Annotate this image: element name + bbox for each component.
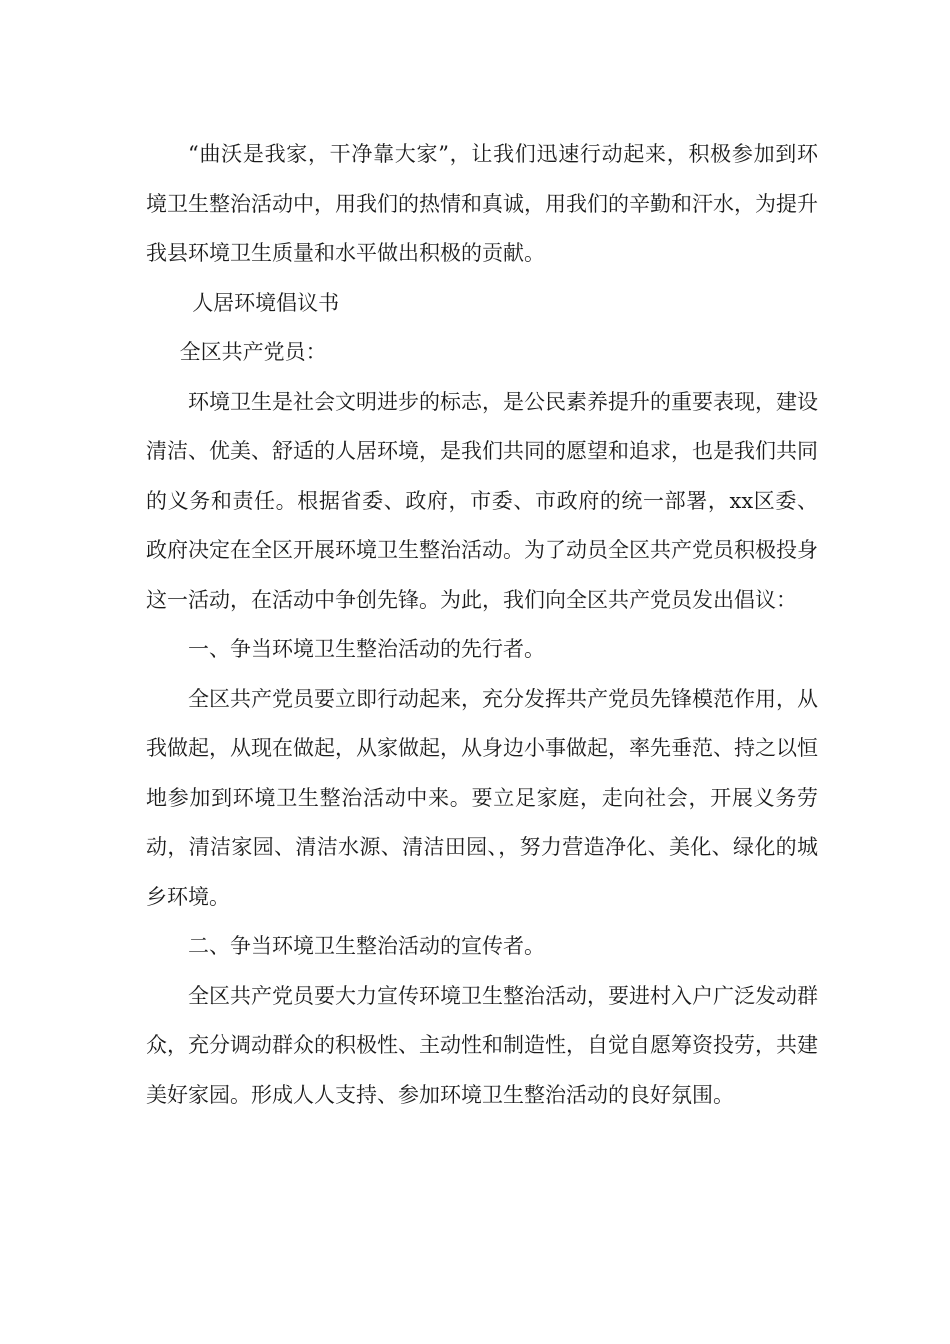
document-title: 人居环境倡议书 xyxy=(192,290,340,315)
paragraph-closing-appeal: “曲沃是我家，干净靠大家”，让我们迅速行动起来，积极参加到环境卫生整治活动中，用我们的热情和真诚，用我们的辛勤和汗水，为提升我县环境卫生质量和水平做出积极的贡献。 xyxy=(146,142,818,265)
document-body xyxy=(146,130,818,1120)
paragraph-section-1: 全区共产党员要立即行动起来，充分发挥共产党员先锋模范作用，从我做起，从现在做起，从家做起，从身边小事做起，率先垂范、持之以恒地参加到环境卫生整治活动中来。要立足家庭，走向社会，开展义务劳动，清洁家园、清洁水源、清洁田园、，努力营造净化、美化、绿化的城乡环境。 xyxy=(146,686,818,909)
paragraph-introduction: 环境卫生是社会文明进步的标志，是公民素养提升的重要表现，建设清洁、优美、舒适的人居环境，是我们共同的愿望和追求，也是我们共同的义务和责任。根据省委、政府，市委、市政府的统一部署，xx区委、政府决定在全区开展环境卫生整治活动。为了动员全区共产党员积极投身这一活动，在活动中争创先锋。为此，我们向全区共产党员发出倡议： xyxy=(146,389,818,612)
paragraph-section-2: 全区共产党员要大力宣传环境卫生整治活动，要进村入户广泛发动群众，充分调动群众的积极性、主动性和制造性，自觉自愿筹资投劳，共建美好家园。形成人人支持、参加环境卫生整治活动的良好氛围。 xyxy=(146,983,818,1107)
salutation: 全区共产党员： xyxy=(179,340,327,364)
section-heading-2: 二、争当环境卫生整治活动的宣传者。 xyxy=(188,934,545,958)
section-heading-1: 一、争当环境卫生整治活动的先行者。 xyxy=(188,637,545,661)
